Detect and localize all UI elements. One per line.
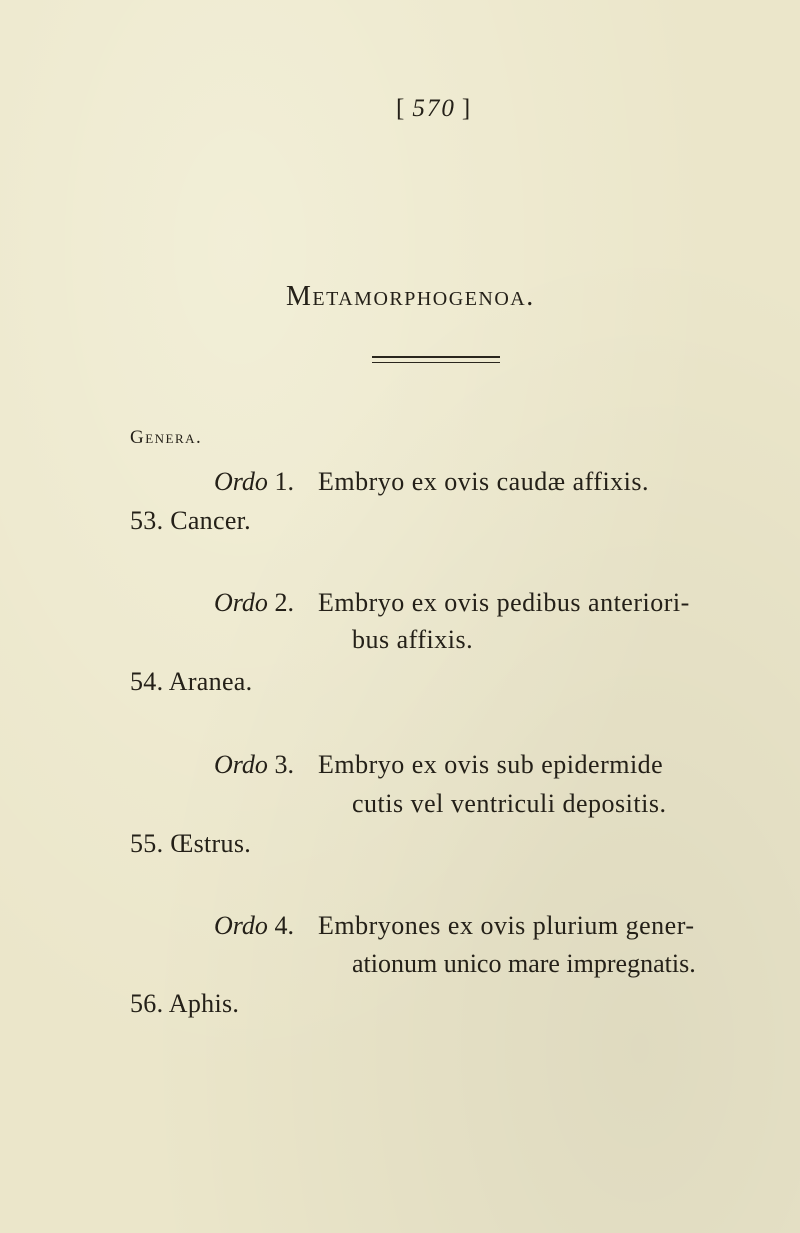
ordo-label-2 <box>214 587 294 619</box>
ordo-label-4 <box>214 910 294 942</box>
page-number-open-bracket: [ <box>396 95 407 122</box>
genera-heading: Genera. <box>130 427 203 448</box>
ordo-2-description-line-2: bus affixis. <box>352 625 474 654</box>
genus-oestrus: 55. Œstrus. <box>130 829 252 858</box>
ordo-number: 4. <box>274 911 294 940</box>
title-rule-thick <box>372 356 500 358</box>
ordo-number: 2. <box>274 588 294 617</box>
page-number <box>396 94 472 124</box>
ordo-label-3 <box>214 749 294 781</box>
genus-aranea: 54. Aranea. <box>130 667 253 696</box>
ordo-label-1 <box>214 466 294 498</box>
ordo-word: Ordo <box>214 911 268 940</box>
ordo-word: Ordo <box>214 467 268 496</box>
page-number-value: 570 <box>412 95 456 122</box>
ordo-1-description-line-1: Embryo ex ovis caudæ affixis. <box>318 467 650 496</box>
title-rule-thin <box>372 362 500 363</box>
ordo-4-description-line-1: Embryones ex ovis plurium gener- <box>318 911 695 940</box>
genus-cancer: 53. Cancer. <box>130 506 251 535</box>
ordo-2-description-line-1: Embryo ex ovis pedibus anteriori- <box>318 588 690 617</box>
ordo-4-description-line-2: ationum unico mare impregnatis. <box>352 949 696 978</box>
ordo-word: Ordo <box>214 588 268 617</box>
ordo-3-description-line-1: Embryo ex ovis sub epidermide <box>318 750 664 779</box>
page-title: Metamorphogenoa. <box>286 281 535 312</box>
ordo-number: 3. <box>274 750 294 779</box>
genus-aphis: 56. Aphis. <box>130 989 240 1018</box>
ordo-number: 1. <box>274 467 294 496</box>
ordo-3-description-line-2: cutis vel ventriculi depositis. <box>352 789 667 818</box>
ordo-word: Ordo <box>214 750 268 779</box>
page-number-close-bracket: ] <box>461 95 473 122</box>
